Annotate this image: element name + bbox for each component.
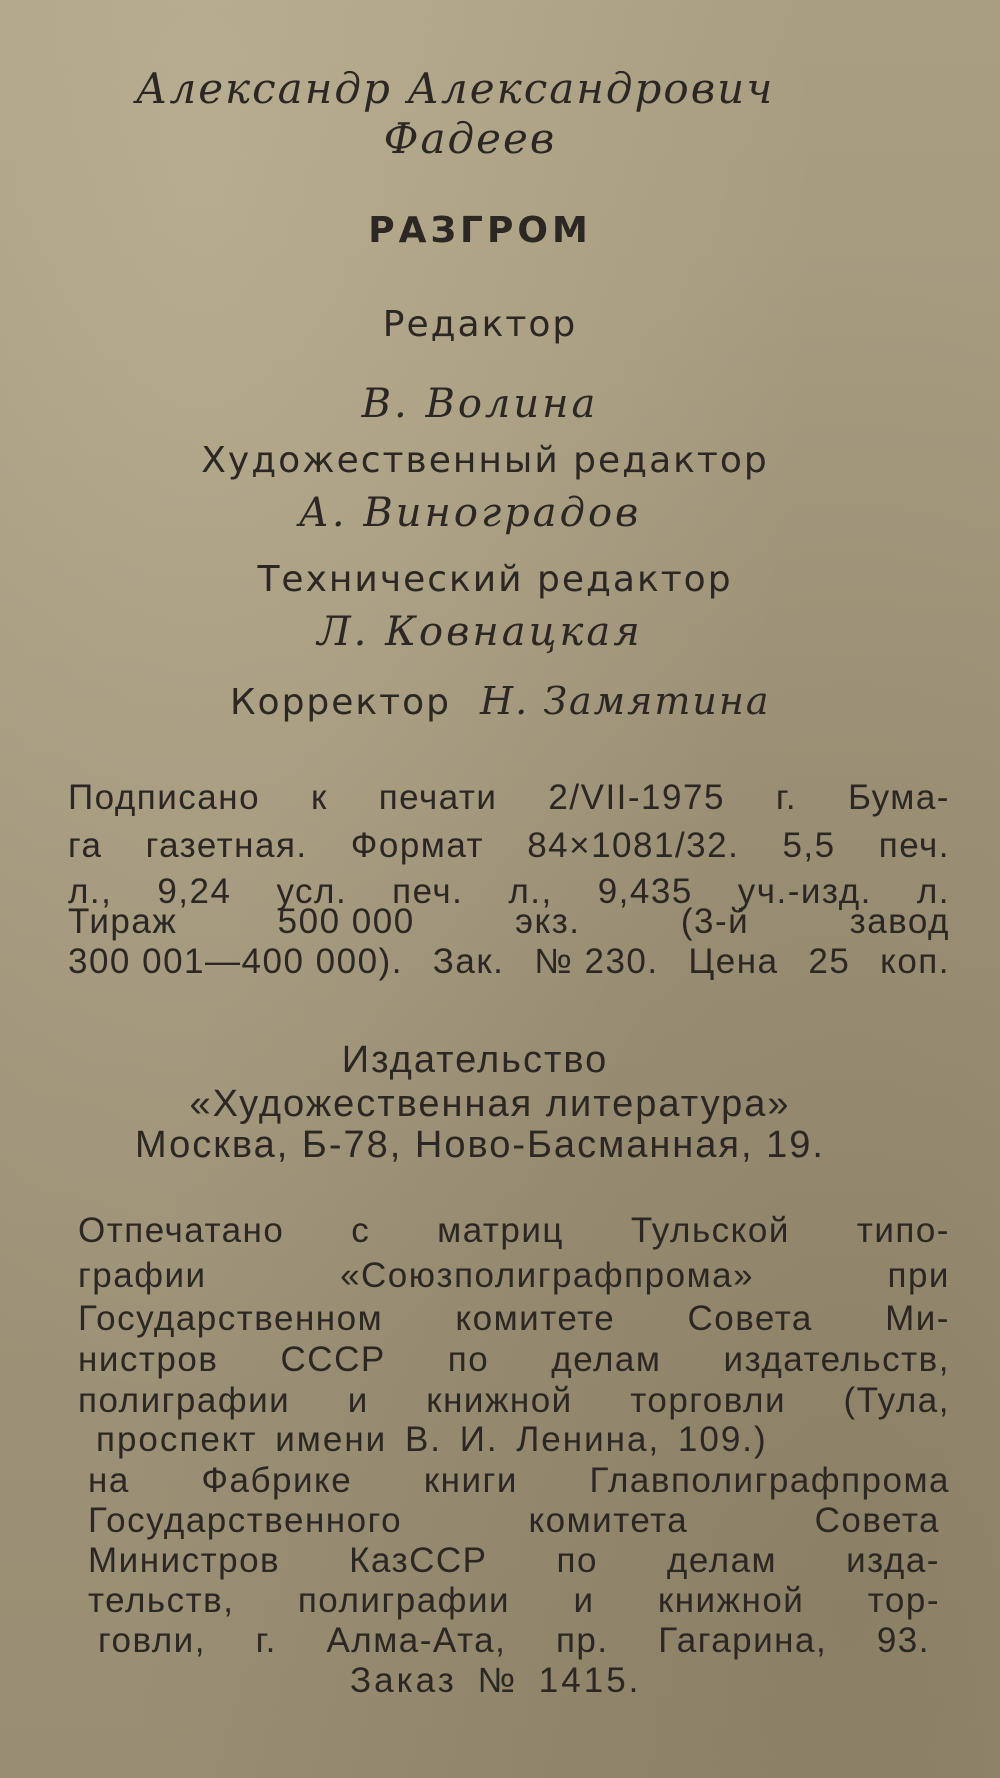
print-info-line-2: га газетная. Формат 84×1081/32. 5,5 печ. — [68, 826, 950, 865]
printer-line-3: Государственном комитете Совета Ми- — [78, 1299, 950, 1338]
corrector-label: Корректор — [230, 682, 452, 723]
editor-name: В. Волина — [361, 381, 599, 427]
printer-line-4: нистров СССР по делам издательств, — [78, 1340, 950, 1379]
printer-line-1: Отпечатано с матриц Тульской типо- — [78, 1211, 950, 1250]
printer-line-10: тельств, полиграфии и книжной тор- — [88, 1581, 940, 1620]
print-info-line-3: л., 9,24 усл. печ. л., 9,435 уч.-изд. л. — [68, 872, 950, 911]
art-editor-label: Художественный редактор — [201, 440, 769, 481]
tech-editor-label: Технический редактор — [257, 559, 733, 600]
author-first-names: Александр Александрович — [135, 64, 775, 113]
printer-line-2: графии «Союзполиграфпрома» при — [78, 1256, 950, 1295]
publisher-label: Издательство — [341, 1039, 609, 1081]
author-surname: Фадеев — [383, 114, 557, 163]
art-editor-name: А. Виноградов — [298, 490, 642, 536]
corrector-line — [230, 679, 771, 723]
print-info-line-4: Тираж 500 000 экз. (3-й завод — [68, 902, 950, 941]
editor-label: Редактор — [382, 304, 578, 345]
corrector-name: Н. Замятина — [480, 679, 771, 723]
printer-order-number: Заказ № 1415. — [350, 1661, 642, 1700]
book-title: РАЗГРОМ — [368, 210, 592, 251]
print-info-line-5: 300 001—400 000). Зак. № 230. Цена 25 коп. — [68, 942, 950, 981]
print-info-line-1: Подписано к печати 2/VII-1975 г. Бума- — [68, 778, 950, 817]
publisher-address: Москва, Б-78, Ново-Басманная, 19. — [135, 1124, 825, 1166]
printer-line-5: полиграфии и книжной торговли (Тула, — [78, 1381, 950, 1420]
printer-line-8: Государственного комитета Совета — [88, 1501, 940, 1540]
printer-line-9: Министров КазССР по делам изда- — [88, 1541, 940, 1580]
tech-editor-name: Л. Ковнацкая — [317, 609, 643, 655]
printer-line-11: говли, г. Алма-Ата, пр. Гагарина, 93. — [98, 1621, 930, 1660]
printer-line-7: на Фабрике книги Главполиграфпрома — [88, 1461, 950, 1500]
printer-line-6: проспект имени В. И. Ленина, 109.) — [96, 1420, 768, 1459]
publisher-name: «Художественная литература» — [189, 1083, 791, 1125]
